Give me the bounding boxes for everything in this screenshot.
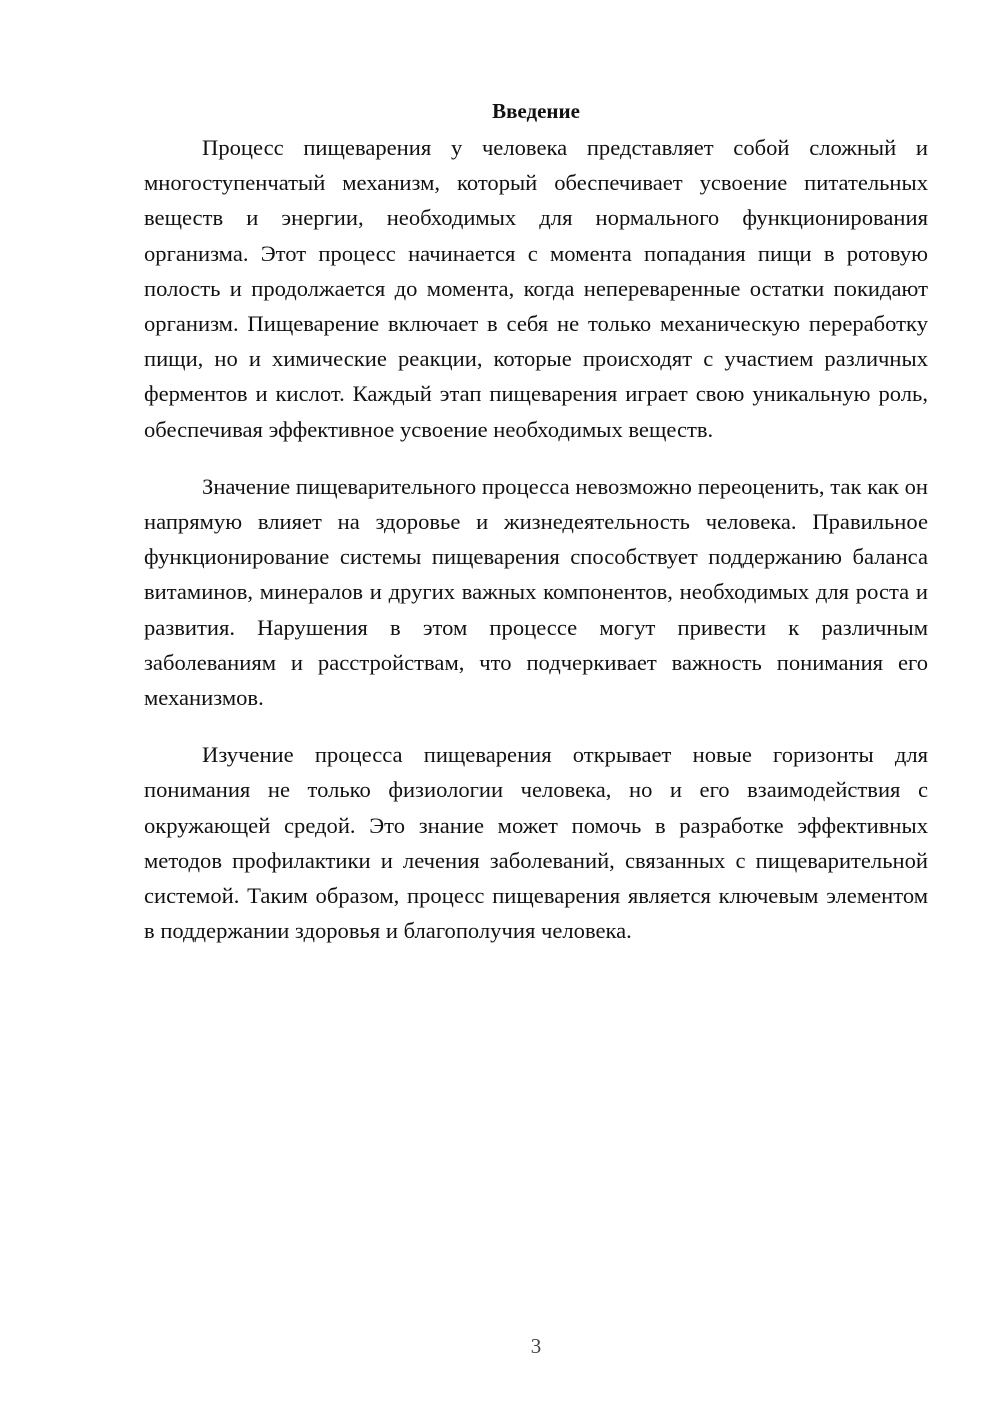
page-number: 3 xyxy=(530,1334,542,1358)
paragraph-2: Значение пищеварительного процесса невозможно переоценить, так как он напрямую влияет на здоровье и жизнедеятельность человека. Правильное функционирование системы пищеварения способствует поддержанию баланса витаминов, минералов и других важных компонентов, необходимых для роста и развития. Нарушения в этом процессе могут привести к различным заболеваниям и расстройствам, что подчеркивает важность понимания его механизмов. xyxy=(144,473,928,711)
paragraph-3: Изучение процесса пищеварения открывает новые горизонты для понимания не только физиологии человека, но и его взаимодействия с окружающей средой. Это знание может помочь в разработке эффективных методов профилактики и лечения заболеваний, связанных с пищеварительной системой. Таким образом, процесс пищеварения является ключевым элементом в поддержании здоровья и благополучия человека. xyxy=(144,742,928,944)
page-content xyxy=(144,96,928,970)
paragraph-1: Процесс пищеварения у человека представляет собой сложный и многоступенчатый механизм, который обеспечивает усвоение питательных веществ и энергии, необходимых для нормального функционирования организма. Этот процесс начинается с момента попадания пищи в ротовую полость и продолжается до момента, когда непереваренные остатки покидают организм. Пищеварение включает в себя не только механическую переработку пищи, но и химические реакции, которые происходят с участием различных ферментов и кислот. Каждый этап пищеварения играет свою уникальную роль, обеспечивая эффективное усвоение необходимых веществ. xyxy=(144,135,928,442)
section-heading: Введение xyxy=(492,99,580,123)
